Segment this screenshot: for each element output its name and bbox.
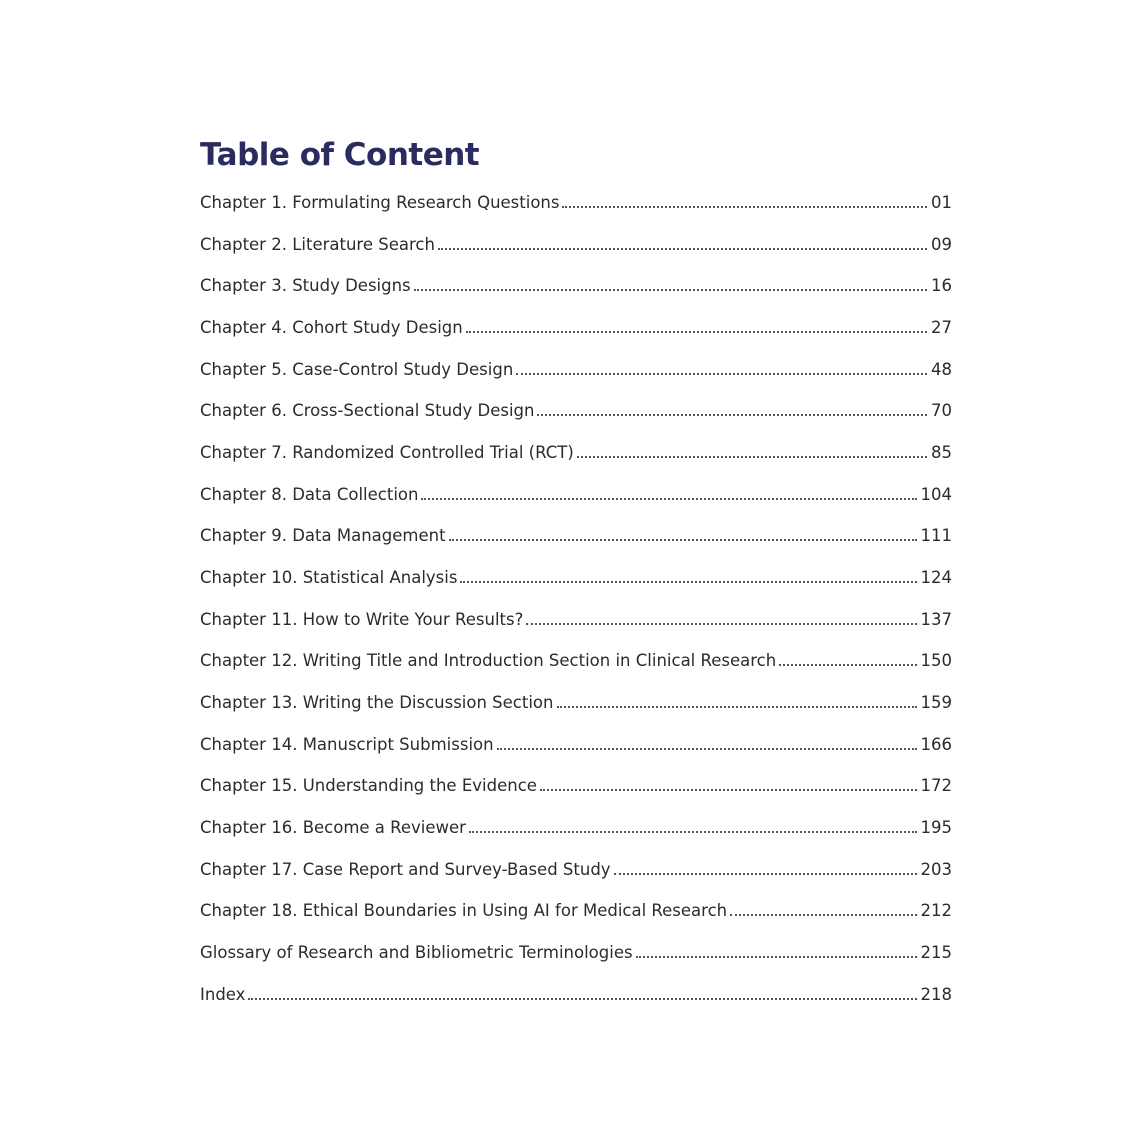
toc-entry[interactable] — [200, 432, 952, 474]
toc-entry[interactable] — [200, 307, 952, 349]
toc-entry[interactable] — [200, 349, 952, 391]
dot-leader — [460, 581, 916, 583]
toc-entry-label: Chapter 14. Manuscript Submission — [200, 734, 494, 754]
toc-entry[interactable] — [200, 265, 952, 307]
toc-entry[interactable] — [200, 599, 952, 641]
toc-entry[interactable] — [200, 974, 952, 1016]
dot-leader — [779, 664, 916, 666]
toc-entry-label: Chapter 12. Writing Title and Introduction Section in Clinical Research — [200, 651, 777, 671]
toc-entry-page-number: 09 — [931, 234, 952, 254]
toc-entry-label: Chapter 4. Cohort Study Design — [200, 318, 463, 338]
toc-list — [200, 182, 952, 1015]
toc-entry[interactable] — [200, 515, 952, 557]
toc-entry-page-number: 124 — [920, 568, 952, 588]
toc-entry-label: Chapter 18. Ethical Boundaries in Using AI for Medical Research — [200, 901, 728, 921]
toc-entry[interactable] — [200, 890, 952, 932]
toc-entry-label: Chapter 10. Statistical Analysis — [200, 568, 458, 588]
toc-entry-label: Chapter 11. How to Write Your Results? — [200, 609, 524, 629]
dot-leader — [577, 456, 927, 458]
toc-entry-label: Chapter 5. Case-Control Study Design — [200, 359, 514, 379]
toc-entry-page-number: 111 — [920, 526, 952, 546]
dot-leader — [414, 289, 927, 291]
toc-entry-label: Chapter 1. Formulating Research Questions — [200, 193, 560, 212]
toc-entry-label: Glossary of Research and Bibliometric Terminologies — [200, 943, 633, 963]
toc-entry-page-number: 85 — [931, 443, 952, 463]
toc-entry-page-number: 215 — [920, 943, 952, 963]
toc-entry-page-number: 27 — [931, 318, 952, 338]
toc-entry-page-number: 195 — [920, 818, 952, 838]
dot-leader — [248, 998, 916, 1000]
toc-entry[interactable] — [200, 807, 952, 849]
toc-entry[interactable] — [200, 849, 952, 891]
toc-entry-label: Chapter 16. Become a Reviewer — [200, 818, 466, 838]
toc-entry[interactable] — [200, 182, 952, 224]
toc-entry[interactable] — [200, 557, 952, 599]
toc-entry-page-number: 150 — [920, 651, 952, 671]
dot-leader — [438, 248, 927, 250]
toc-entry-page-number: 70 — [931, 401, 952, 421]
toc-entry[interactable] — [200, 932, 952, 974]
toc-entry-page-number: 203 — [920, 859, 952, 879]
toc-entry-label: Chapter 15. Understanding the Evidence — [200, 776, 537, 796]
toc-entry-label: Chapter 3. Study Designs — [200, 276, 411, 296]
toc-entry-page-number: 172 — [920, 776, 952, 796]
toc-entry[interactable] — [200, 390, 952, 432]
dot-leader — [730, 914, 916, 916]
toc-entry-label: Chapter 17. Case Report and Survey-Based Study — [200, 859, 611, 879]
dot-leader — [540, 789, 917, 791]
toc-entry[interactable] — [200, 724, 952, 766]
toc-entry[interactable] — [200, 682, 952, 724]
toc-entry[interactable] — [200, 474, 952, 516]
toc-entry-page-number: 166 — [920, 734, 952, 754]
dot-leader — [614, 873, 917, 875]
toc-entry-label: Chapter 9. Data Management — [200, 526, 446, 546]
page-title: Table of Content — [200, 137, 480, 173]
dot-leader — [466, 331, 927, 333]
dot-leader — [449, 539, 917, 541]
dot-leader — [562, 206, 927, 208]
dot-leader — [526, 623, 916, 625]
toc-entry-page-number: 16 — [931, 276, 952, 296]
toc-entry-label: Index — [200, 984, 246, 1004]
dot-leader — [421, 498, 916, 500]
dot-leader — [497, 748, 917, 750]
toc-entry-label: Chapter 2. Literature Search — [200, 234, 435, 254]
toc-entry-page-number: 212 — [920, 901, 952, 921]
toc-entry[interactable] — [200, 224, 952, 266]
toc-entry-page-number: 218 — [920, 984, 952, 1004]
toc-entry-label: Chapter 8. Data Collection — [200, 484, 419, 504]
toc-entry-page-number: 104 — [920, 484, 952, 504]
toc-entry-page-number: 159 — [920, 693, 952, 713]
dot-leader — [537, 414, 927, 416]
dot-leader — [557, 706, 917, 708]
toc-entry-label: Chapter 6. Cross-Sectional Study Design — [200, 401, 535, 421]
toc-entry[interactable] — [200, 765, 952, 807]
dot-leader — [516, 373, 927, 375]
toc-entry[interactable] — [200, 640, 952, 682]
toc-entry-page-number: 137 — [920, 609, 952, 629]
dot-leader — [636, 956, 917, 958]
toc-entry-page-number: 01 — [931, 193, 952, 212]
toc-entry-page-number: 48 — [931, 359, 952, 379]
dot-leader — [469, 831, 917, 833]
toc-entry-label: Chapter 7. Randomized Controlled Trial (RCT) — [200, 443, 574, 463]
toc-entry-label: Chapter 13. Writing the Discussion Section — [200, 693, 554, 713]
